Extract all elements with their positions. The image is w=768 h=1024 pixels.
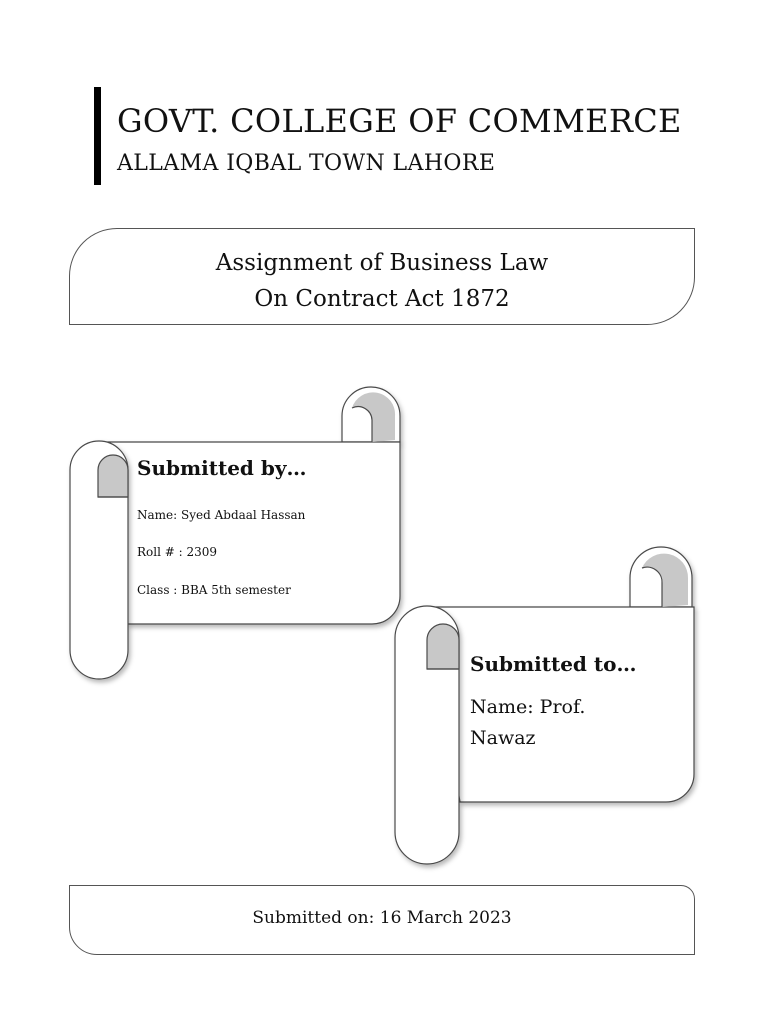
submission-date-box: [69, 885, 695, 955]
submitted-by-heading: Submitted by…: [137, 456, 307, 480]
submission-date: Submitted on: 16 March 2023: [252, 908, 512, 928]
college-name: GOVT. COLLEGE OF COMMERCE: [117, 102, 682, 140]
class-info: Class : BBA 5th semester: [137, 583, 291, 597]
assignment-subtitle: On Contract Act 1872: [254, 286, 510, 312]
submitted-by-scroll: [70, 387, 400, 679]
student-name: Name: Syed Abdaal Hassan: [137, 508, 306, 522]
professor-name: Name: Prof. Nawaz: [470, 696, 586, 749]
assignment-title: Assignment of Business Law: [215, 250, 549, 276]
college-location: ALLAMA IQBAL TOWN LAHORE: [117, 151, 496, 176]
scroll-left-curl-fill: [98, 455, 128, 497]
scroll-left-curl-fill: [427, 624, 459, 669]
roll-number: Roll # : 2309: [137, 545, 218, 559]
submitted-to-heading: Submitted to…: [470, 652, 637, 676]
